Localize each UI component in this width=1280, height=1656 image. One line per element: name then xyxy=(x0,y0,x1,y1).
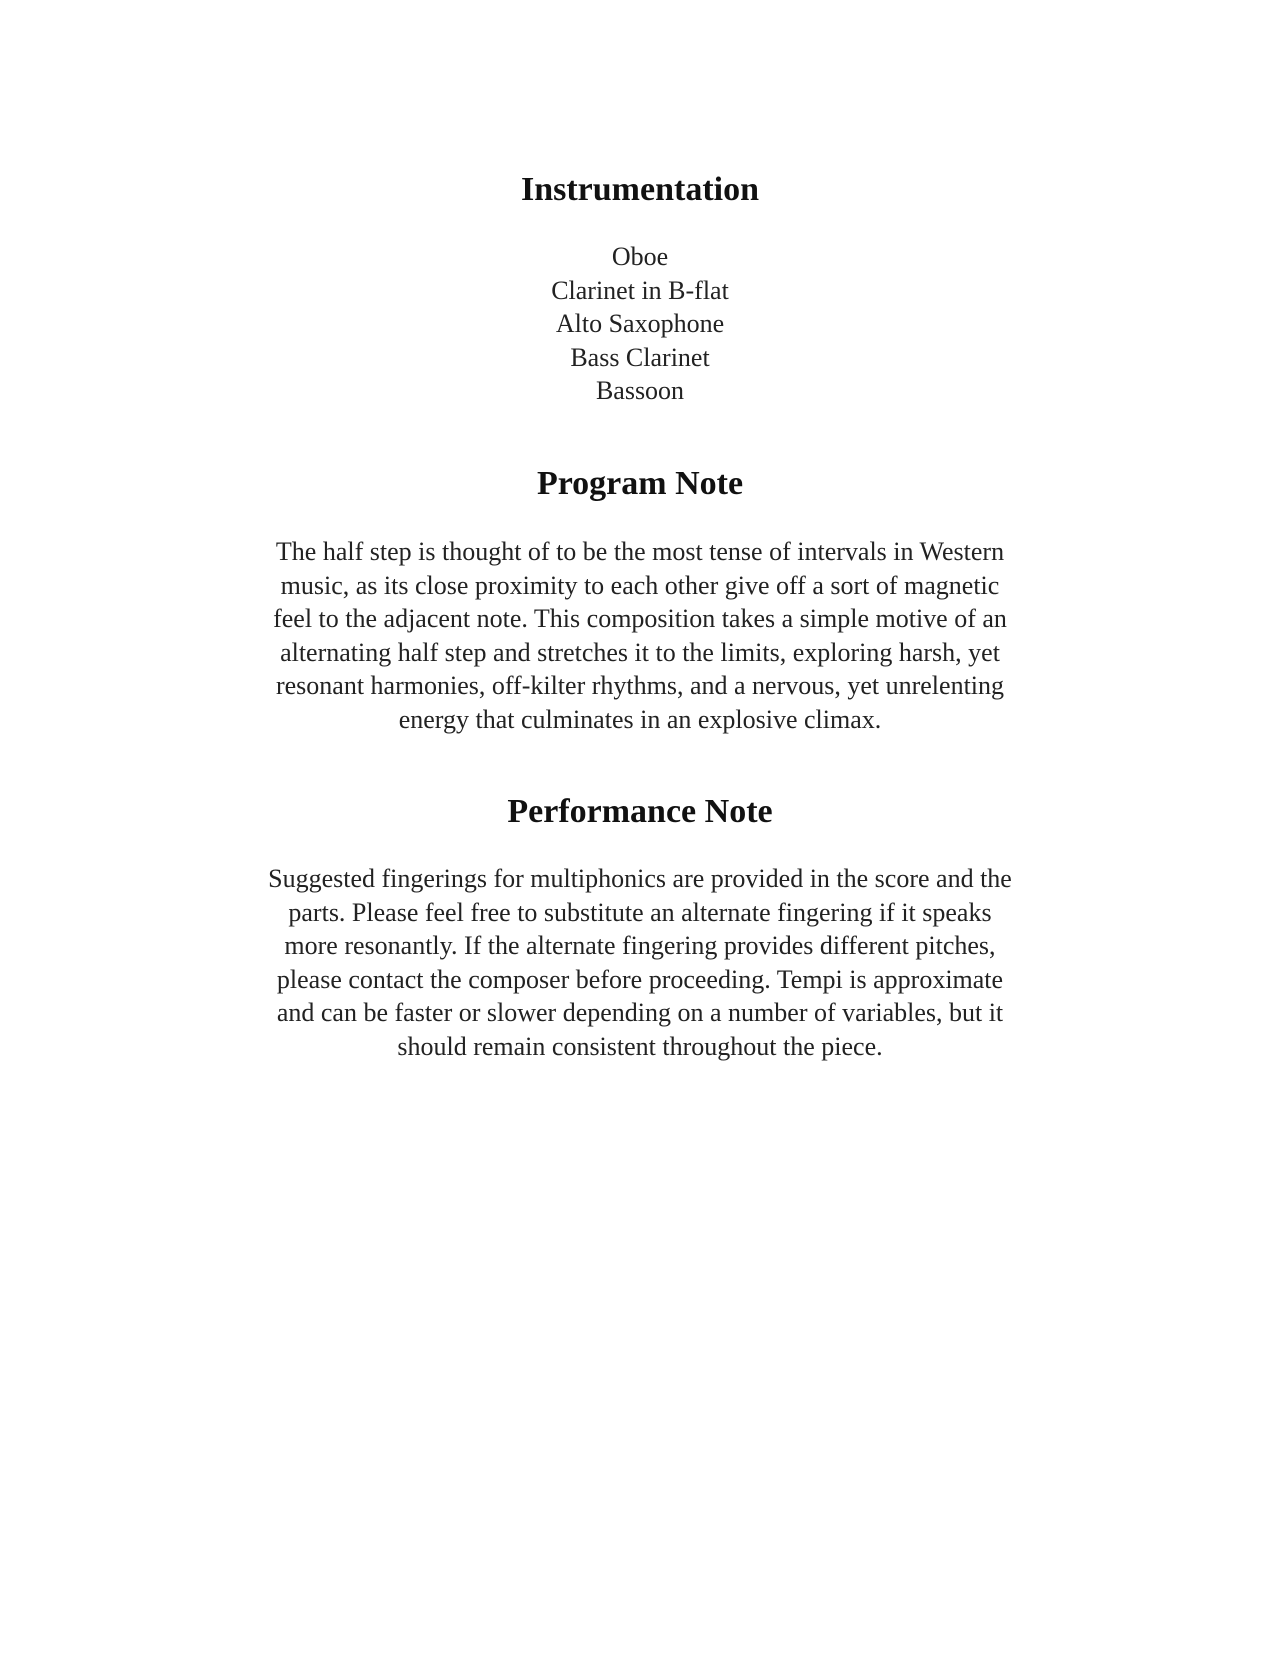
performance-note-body xyxy=(0,862,1280,1063)
instrument-item: Bass Clarinet xyxy=(570,342,710,372)
text-line: more resonantly. If the alternate fingering provides different pitches, xyxy=(284,931,996,960)
instrument-item: Bassoon xyxy=(595,376,685,405)
performance-note-paragraph xyxy=(230,862,1050,1063)
instrument-list-container xyxy=(0,240,1280,408)
text-line: Suggested fingerings for multiphonics are provided in the score and the xyxy=(268,864,1012,893)
performance-note-section xyxy=(0,792,1280,832)
program-note-heading: Program Note xyxy=(536,465,744,502)
text-line: resonant harmonies, off-kilter rhythms, and a nervous, yet unrelenting xyxy=(275,671,1005,700)
instrument-item: Oboe xyxy=(611,242,669,271)
instrumentation-section xyxy=(0,170,1280,210)
performance-note-heading: Performance Note xyxy=(507,793,773,830)
text-line: energy that culminates in an explosive climax. xyxy=(398,704,882,734)
instrumentation-heading: Instrumentation xyxy=(520,171,760,208)
program-note-paragraph xyxy=(230,535,1050,736)
instrument-list xyxy=(0,240,1280,408)
instrument-item: Alto Saxophone xyxy=(555,309,725,338)
instrument-item: Clarinet in B-flat xyxy=(551,275,729,305)
program-note-section xyxy=(0,464,1280,504)
text-line: alternating half step and stretches it to the limits, exploring harsh, yet xyxy=(280,637,1000,667)
text-line: please contact the composer before proceeding. Tempi is approximate xyxy=(276,964,1004,994)
text-line: The half step is thought of to be the most tense of intervals in Western xyxy=(275,537,1005,566)
text-line: should remain consistent throughout the piece. xyxy=(397,1031,883,1061)
text-line: music, as its close proximity to each other give off a sort of magnetic xyxy=(280,570,1000,600)
text-line: and can be faster or slower depending on a number of variables, but it xyxy=(276,998,1004,1027)
text-line: parts. Please feel free to substitute an alternate fingering if it speaks xyxy=(288,897,992,927)
program-note-body xyxy=(0,535,1280,736)
text-line: feel to the adjacent note. This composition takes a simple motive of an xyxy=(273,604,1007,633)
